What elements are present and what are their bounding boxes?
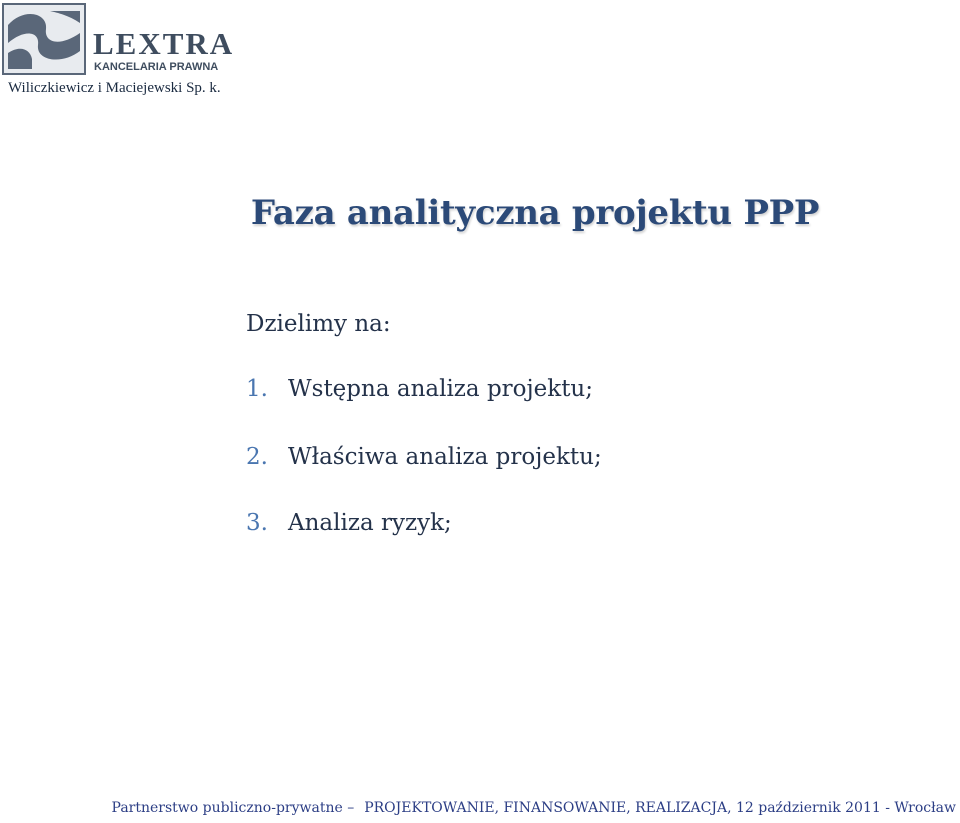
footer: [112, 800, 956, 817]
firm-name: Wiliczkiewicz i Maciejewski Sp. k.: [8, 80, 221, 96]
footer-right: PROJEKTOWANIE, FINANSOWANIE, REALIZACJA, 12 październik 2011 - Wrocław: [364, 800, 956, 816]
footer-left: Partnerstwo publiczno-prywatne –: [111, 800, 355, 816]
list-item-number: 2.: [246, 444, 268, 470]
lextra-logo-icon: [2, 3, 86, 75]
list-item: [246, 510, 452, 538]
brand-name: LEXTRA: [93, 26, 235, 61]
list-item-number: 1.: [246, 376, 268, 402]
list-item-text: Właściwa analiza projektu;: [288, 444, 602, 470]
list-item: [246, 444, 602, 472]
intro-text: Dzielimy na:: [246, 311, 391, 337]
brand-subtitle: KANCELARIA PRAWNA: [94, 61, 219, 73]
list-item-text: Wstępna analiza projektu;: [288, 376, 593, 402]
list-item-text: Analiza ryzyk;: [288, 510, 452, 536]
list-item-number: 3.: [246, 510, 268, 536]
list-item: [246, 376, 593, 404]
slide-title: Faza analityczna projektu PPP: [250, 193, 820, 233]
